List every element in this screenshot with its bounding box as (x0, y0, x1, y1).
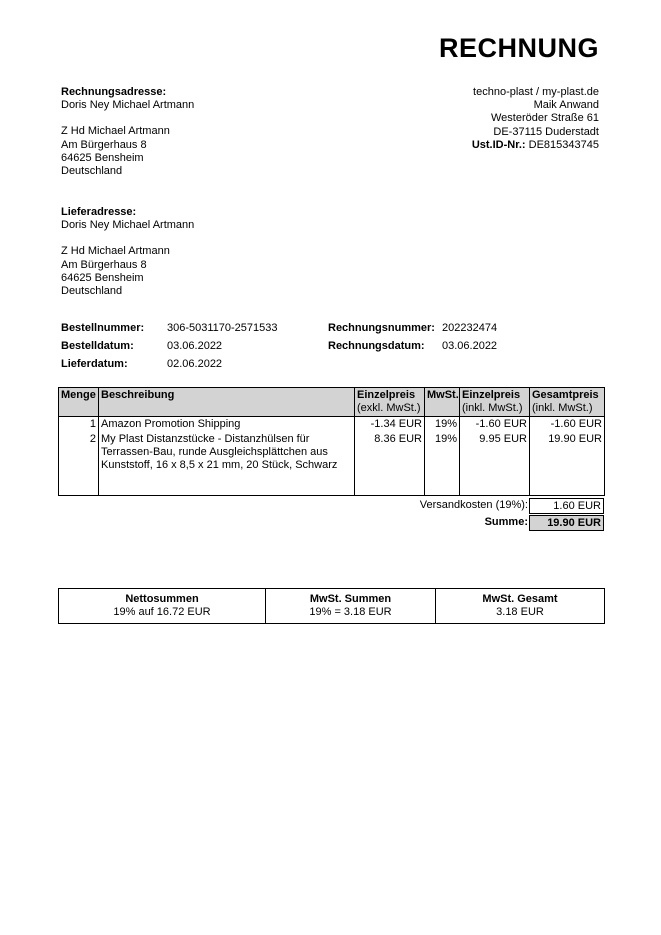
table-row (59, 432, 605, 473)
items-table (58, 387, 605, 496)
billing-address (61, 86, 194, 178)
delivery-date: 02.06.2022 (167, 358, 223, 370)
tax-net-cell (59, 589, 266, 624)
delivery-date-label: Lieferdatum: (61, 358, 128, 370)
header-vat: MwSt. (425, 388, 460, 417)
table-filler-row (59, 473, 605, 496)
shipping-address (61, 206, 194, 298)
tax-vat-cell (266, 589, 436, 624)
shipping-cost-label: Versandkosten (19%): (419, 499, 528, 511)
row-qty: 1 (59, 417, 99, 433)
shipping-country: Deutschland (61, 285, 123, 298)
seller-vat-label: Ust.ID-Nr.: (471, 138, 526, 151)
invoice-number: 202232474 (442, 322, 498, 334)
header-unit-gross-sub: (inkl. MwSt.) (462, 402, 523, 414)
invoice-number-label: Rechnungsnummer: (328, 322, 435, 334)
header-total-sub: (inkl. MwSt.) (532, 402, 593, 414)
seller-vat (472, 139, 599, 152)
header-unit-net-label: Einzelpreis (357, 389, 416, 401)
seller-city: DE-37115 Duderstadt (493, 125, 599, 138)
tax-net-header: Nettosummen (125, 593, 199, 605)
tax-total-header: MwSt. Gesamt (482, 593, 558, 605)
tax-net-value: 19% auf 16.72 EUR (113, 606, 211, 618)
sum-value: 19.90 EUR (529, 515, 604, 531)
header-unit-gross-label: Einzelpreis (462, 389, 521, 401)
seller-vat-id: DE815343745 (528, 138, 599, 151)
row-description: My Plast Distanzstücke - Distanzhülsen für Terrassen-Bau, runde Ausgleichsplättchen aus Kunststoff, 16 x 8,5 x 21 mm, 20 Stück, Schwarz (99, 432, 355, 473)
seller-street: Westeröder Straße 61 (490, 112, 599, 125)
header-description: Beschreibung (99, 388, 355, 417)
row-unit-gross: -1.60 EUR (460, 417, 530, 433)
row-unit-net: 8.36 EUR (355, 432, 425, 473)
billing-line1: Z Hd Michael Artmann (61, 125, 170, 138)
header-qty: Menge (59, 388, 99, 417)
items-header-row (59, 388, 605, 417)
billing-city: 64625 Bensheim (61, 151, 144, 164)
row-total: 19.90 EUR (530, 432, 605, 473)
shipping-street: Am Bürgerhaus 8 (61, 258, 147, 271)
shipping-name: Doris Ney Michael Artmann (61, 219, 195, 232)
tax-vat-header: MwSt. Summen (309, 593, 392, 605)
order-date-label: Bestelldatum: (61, 340, 134, 352)
header-unit-net (355, 388, 425, 417)
shipping-city: 64625 Bensheim (61, 271, 144, 284)
tax-total-value: 3.18 EUR (496, 606, 544, 618)
document-title: RECHNUNG (438, 33, 599, 63)
table-row (59, 417, 605, 433)
seller-company: techno-plast / my-plast.de (473, 86, 599, 98)
billing-country: Deutschland (61, 165, 123, 178)
tax-summary-table (58, 588, 605, 624)
header-total (530, 388, 605, 417)
seller-address (472, 86, 599, 152)
billing-name: Doris Ney Michael Artmann (61, 99, 195, 112)
row-vat: 19% (425, 417, 460, 433)
row-unit-net: -1.34 EUR (355, 417, 425, 433)
row-total: -1.60 EUR (530, 417, 605, 433)
sum-label: Summe: (484, 516, 528, 528)
row-description: Amazon Promotion Shipping (99, 417, 355, 433)
shipping-address-label: Lieferadresse: (61, 206, 137, 218)
tax-vat-value: 19% = 3.18 EUR (309, 606, 392, 618)
invoice-date-label: Rechnungsdatum: (328, 340, 425, 352)
seller-contact: Maik Anwand (533, 99, 599, 112)
row-qty: 2 (59, 432, 99, 473)
billing-address-label: Rechnungsadresse: (61, 86, 167, 98)
order-number-label: Bestellnummer: (61, 322, 145, 334)
invoice-date: 03.06.2022 (442, 340, 498, 352)
order-date: 03.06.2022 (167, 340, 223, 352)
header-unit-net-sub: (exkl. MwSt.) (357, 402, 421, 414)
shipping-cost-value: 1.60 EUR (529, 498, 604, 514)
tax-total-cell (436, 589, 605, 624)
row-unit-gross: 9.95 EUR (460, 432, 530, 473)
billing-street: Am Bürgerhaus 8 (61, 138, 147, 151)
header-total-label: Gesamtpreis (532, 389, 599, 401)
shipping-line1: Z Hd Michael Artmann (61, 245, 170, 258)
row-vat: 19% (425, 432, 460, 473)
header-unit-gross (460, 388, 530, 417)
order-number: 306-5031170-2571533 (167, 322, 278, 334)
tax-summary-row (59, 589, 605, 624)
